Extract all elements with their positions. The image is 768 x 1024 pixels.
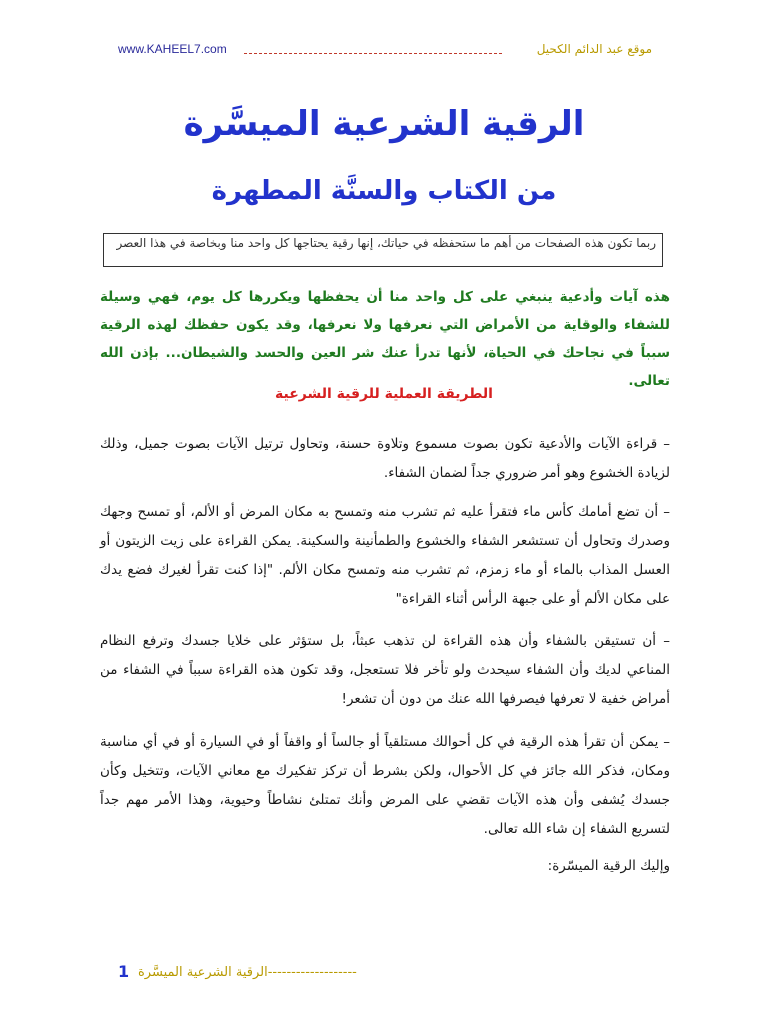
site-name: موقع عبد الدائم الكحيل — [536, 42, 652, 56]
section-heading: الطريقة العملية للرقية الشرعية — [275, 386, 493, 402]
page-subtitle: من الكتاب والسنَّة المطهرة — [211, 176, 557, 206]
body-paragraph: – يمكن أن تقرأ هذه الرقية في كل أحوالك مستلقياً أو جالساً أو واقفاً أو في السيارة أو في أي مناسبة ومكان، فذكر الله جائز في كل الأحوال، ولكن بشرط أن تركز تفكيرك مع معاني الآيات، وتتخيل وكأن جسدك يُشفى وأن هذه الآيات تقضي على المرض وأنك تمتلئ نشاطاً وحيوية، وهذا الأمر مهم جداً لتسريع الشفاء إن شاء الله تعالى. — [100, 734, 670, 837]
header-divider — [244, 53, 502, 54]
intro-paragraph: هذه آيات وأدعية ينبغي على كل واحد منا أن يحفظها ويكررها كل يوم، فهي وسيلة للشفاء والوقاية من الأمراض التي نعرفها ولا نعرفها، وقد يكون حفظك لهذه الرقية سبباً في نجاحك في الحياة، لأنها تدرأ عنك شر العين والحسد والشيطان... بإذن الله تعالى. — [100, 289, 670, 389]
page-title: الرقية الشرعية الميسَّرة — [183, 104, 585, 144]
body-paragraph: – قراءة الآيات والأدعية تكون بصوت مسموع وتلاوة حسنة، وتحاول ترتيل الآيات بصوت جميل، وذلك لزيادة الخشوع وهو أمر ضروري جداً لضمان الشفاء. — [100, 436, 670, 481]
closing-line: وإليك الرقية الميسّرة: — [547, 858, 670, 874]
body-paragraph: – أن تستيقن بالشفاء وأن هذه القراءة لن تذهب عبثاً، بل ستؤثر على خلايا جسدك وترفع النظام المناعي لديك وأن الشفاء سيحدث ولو تأخر فلا تستعجل، وقد تكون هذه القراءة سبباً في الشفاء من أمراض خفية لا تعرفها فيصرفها الله عنك من دون أن تشعر! — [100, 633, 670, 707]
page-footer — [118, 962, 358, 984]
page-header — [118, 40, 652, 60]
page-number: 1 — [118, 962, 130, 981]
site-url-link[interactable]: www.KAHEEL7.com — [118, 42, 227, 56]
boxed-note: ربما تكون هذه الصفحات من أهم ما ستحفظه في حياتك، إنها رقية يحتاجها كل واحد منا وبخاصة في هذا العصر — [103, 233, 663, 267]
footer-title: الرقية الشرعية الميسَّرة------------------- — [138, 965, 357, 980]
body-paragraph: – أن تضع أمامك كأس ماء فتقرأ عليه ثم تشرب منه وتمسح به مكان المرض أو الألم، أو تمسح وجهك وصدرك وتحاول أن تستشعر الشفاء والخشوع والطمأنينة والسكينة. يمكن القراءة على زيت الزيتون أو العسل المذاب بالماء أو ماء زمزم، ثم تشرب منه وتمسح مكان الألم. "إذا كنت تقرأ لغيرك فضع يدك على مكان الألم أو على جبهة الرأس أثناء القراءة" — [100, 504, 670, 607]
